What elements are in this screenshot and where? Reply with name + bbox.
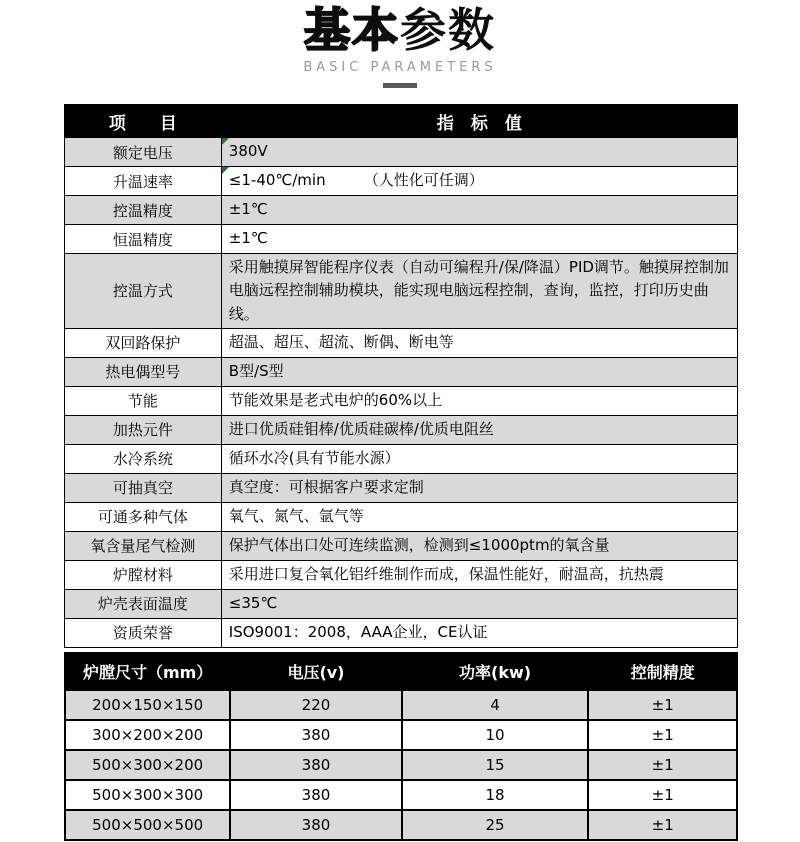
table-row [65, 328, 738, 357]
voltage: 380 [230, 810, 401, 840]
param-value: 保护气体出口处可连续监测，检测到≤1000ptm的氧含量 [221, 531, 737, 560]
param-value: ≤35℃ [221, 589, 737, 618]
voltage: 380 [230, 750, 401, 780]
chamber-size: 500×500×500 [65, 810, 230, 840]
page-title-part1: 基本 [304, 3, 400, 57]
param-value: ±1℃ [221, 225, 737, 254]
table-row [65, 415, 738, 444]
table-row [65, 357, 738, 386]
table-row [65, 167, 738, 196]
chamber-size: 500×300×300 [65, 780, 230, 810]
power: 4 [402, 690, 589, 720]
table-row [65, 750, 737, 780]
table-row [65, 780, 737, 810]
table-row [65, 618, 738, 647]
voltage: 380 [230, 780, 401, 810]
table-row [65, 502, 738, 531]
param-value: 进口优质硅钼棒/优质硅碳棒/优质电阻丝 [221, 415, 737, 444]
power: 10 [402, 720, 589, 750]
model-spec-table [64, 652, 738, 841]
param-label: 控温方式 [65, 254, 222, 329]
table-row [65, 531, 738, 560]
param-value: 氧气、氮气、氩气等 [221, 502, 737, 531]
table-row [65, 225, 738, 254]
param-label: 热电偶型号 [65, 357, 222, 386]
table-row [65, 589, 738, 618]
table-row [65, 690, 737, 720]
spec-table-header-row [65, 653, 737, 690]
header-control-accuracy: 控制精度 [588, 653, 737, 690]
param-label: 额定电压 [65, 138, 222, 167]
header-voltage: 电压(v) [230, 653, 401, 690]
param-label: 炉壳表面温度 [65, 589, 222, 618]
table-row [65, 473, 738, 502]
header-value: 指 标 值 [221, 105, 737, 138]
param-label: 控温精度 [65, 196, 222, 225]
param-value: 380V [221, 138, 737, 167]
page-title-part2: 参数 [400, 3, 496, 57]
table-row [65, 810, 737, 840]
control-accuracy: ±1 [588, 810, 737, 840]
table-row [65, 560, 738, 589]
table-row [65, 386, 738, 415]
voltage: 220 [230, 690, 401, 720]
parameters-table [64, 104, 738, 648]
param-label: 恒温精度 [65, 225, 222, 254]
table-row [65, 254, 738, 329]
param-label: 加热元件 [65, 415, 222, 444]
param-value: 采用进口复合氧化铝纤维制作而成，保温性能好，耐温高，抗热震 [221, 560, 737, 589]
table-row [65, 138, 738, 167]
param-value: 节能效果是老式电炉的60%以上 [221, 386, 737, 415]
param-value: ±1℃ [221, 196, 737, 225]
power: 15 [402, 750, 589, 780]
power: 25 [402, 810, 589, 840]
title-block [0, 0, 800, 88]
page-subtitle: BASIC PARAMETERS [303, 59, 497, 75]
page-title [0, 4, 800, 57]
table-row [65, 720, 737, 750]
control-accuracy: ±1 [588, 720, 737, 750]
power: 18 [402, 780, 589, 810]
control-accuracy: ±1 [588, 750, 737, 780]
chamber-size: 200×150×150 [65, 690, 230, 720]
param-label: 水冷系统 [65, 444, 222, 473]
param-label: 资质荣誉 [65, 618, 222, 647]
param-label: 氧含量尾气检测 [65, 531, 222, 560]
param-value: B型/S型 [221, 357, 737, 386]
table-row [65, 196, 738, 225]
param-label: 双回路保护 [65, 328, 222, 357]
param-value: ISO9001：2008，AAA企业，CE认证 [221, 618, 737, 647]
param-value: 真空度：可根据客户要求定制 [221, 473, 737, 502]
voltage: 380 [230, 720, 401, 750]
param-value: 采用触摸屏智能程序仪表（自动可编程升/保/降温）PID调节。触摸屏控制加电脑远程控制辅助模块，能实现电脑远程控制，查询，监控，打印历史曲线。 [221, 254, 737, 329]
param-value: ≤1-40℃/min （人性化可任调） [221, 167, 737, 196]
param-label: 节能 [65, 386, 222, 415]
param-label: 可抽真空 [65, 473, 222, 502]
param-value: 超温、超压、超流、断偶、断电等 [221, 328, 737, 357]
param-label: 炉膛材料 [65, 560, 222, 589]
header-power: 功率(kw) [402, 653, 589, 690]
param-label: 可通多种气体 [65, 502, 222, 531]
header-item: 项 目 [65, 105, 222, 138]
parameters-table-header-row [65, 105, 738, 138]
chamber-size: 500×300×200 [65, 750, 230, 780]
chamber-size: 300×200×200 [65, 720, 230, 750]
param-label: 升温速率 [65, 167, 222, 196]
param-value: 循环水冷(具有节能水源） [221, 444, 737, 473]
control-accuracy: ±1 [588, 780, 737, 810]
title-accent-bar [383, 83, 417, 88]
table-row [65, 444, 738, 473]
control-accuracy: ±1 [588, 690, 737, 720]
header-chamber-size: 炉膛尺寸（mm） [65, 653, 230, 690]
